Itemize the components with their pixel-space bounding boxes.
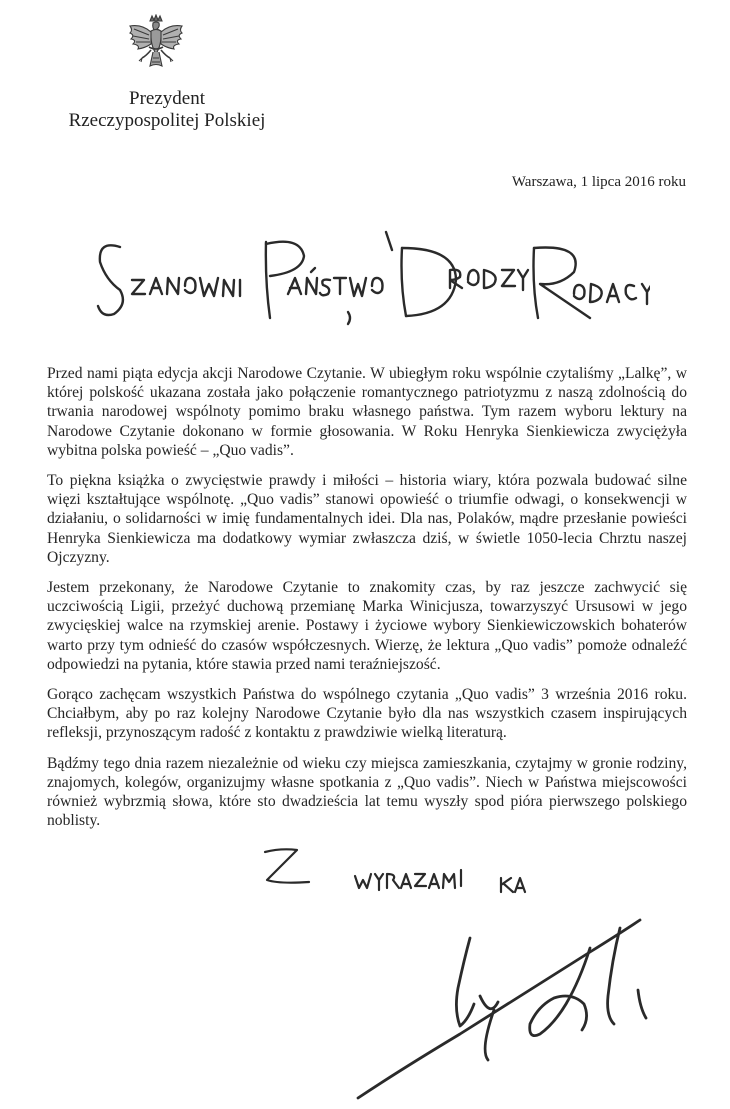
- letterhead-subtitle: Rzeczypospolitej Polskiej: [68, 110, 266, 131]
- place-and-date: Warszawa, 1 lipca 2016 roku: [511, 174, 686, 190]
- letter-paragraph: Przed nami piąta edycja akcji Narodowe Czytanie. W ubiegłym roku wspólnie czytaliśmy „Lalkę”, w której polskość ukazana została jako połączenie romantycznego patriotyzmu z naszą zdolnością do trwania narodowej wspólnoty pomimo braku własnego państwa. Tym razem wyboru lektury na Narodowe Czytanie dokonano w formie głosowania. W Roku Henryka Sienkiewicza zwyciężyła wybitna polska powieść – „Quo vadis”.: [47, 365, 687, 459]
- letter-paragraph: To piękna książka o zwycięstwie prawdy i miłości – historia wiary, która pozwala budować silne więzi kształtujące wspólnotę. „Quo vadis” stanowi opowieść o triumfie odwagi, o konsekwencji w działaniu, o solidarności w imię fundamentalnych idei. Dla nas, Polaków, mądre przesłanie powieści Henryka Sienkiewicza ma dodatkowy wymiar zwłaszcza dziś, w świetle 1050-lecia Chrztu naszej Ojczyzny.: [47, 472, 687, 566]
- letter-paragraph: Gorąco zachęcam wszystkich Państwa do wspólnego czytania „Quo vadis” 3 września 2016 roku. Chciałbym, aby po raz kolejny Narodowe Czytanie było dla nas wszystkich czasem inspirujących refleksji, przynoszącym radość z kontaktu z prawdziwie wielką literaturą.: [47, 686, 687, 742]
- letter-paragraph: Bądźmy tego dnia razem niezależnie od wieku czy miejsca zamieszkania, czytajmy w gronie rodziny, znajomych, kolegów, organizujmy własne spotkania z „Quo vadis”. Niech w Państwa miejscowości również wybrzmią słowa, które sto dwadzieścia lat temu wyszły spod pióra pierwszego polskiego noblisty.: [47, 754, 687, 830]
- letter-paragraph: Jestem przekonany, że Narodowe Czytanie to znakomity czas, by raz jeszcze zachwycić się uczciwością Ligii, przeżyć duchową przemianę Marka Winicjusza, towarzyszyć Ursusowi w jego zwycięskiej walce na rzymskiej arenie. Postawy i życiowe wybory Sienkiewiczowskich bohaterów warto przy tym odnieść do czasów współczesnych. Wierzę, że lektura „Quo vadis” pomoże odnaleźć odpowiedzi na pytania, które stawia przed nami teraźniejszość.: [47, 579, 687, 673]
- letterhead-title: Prezydent: [129, 88, 205, 109]
- letterhead: [47, 88, 287, 132]
- salutation-handwriting: [90, 222, 650, 332]
- polish-eagle-icon: [124, 14, 188, 80]
- handwritten-salutation: [90, 222, 650, 332]
- letter-body: [47, 364, 687, 841]
- signature: [340, 900, 685, 1100]
